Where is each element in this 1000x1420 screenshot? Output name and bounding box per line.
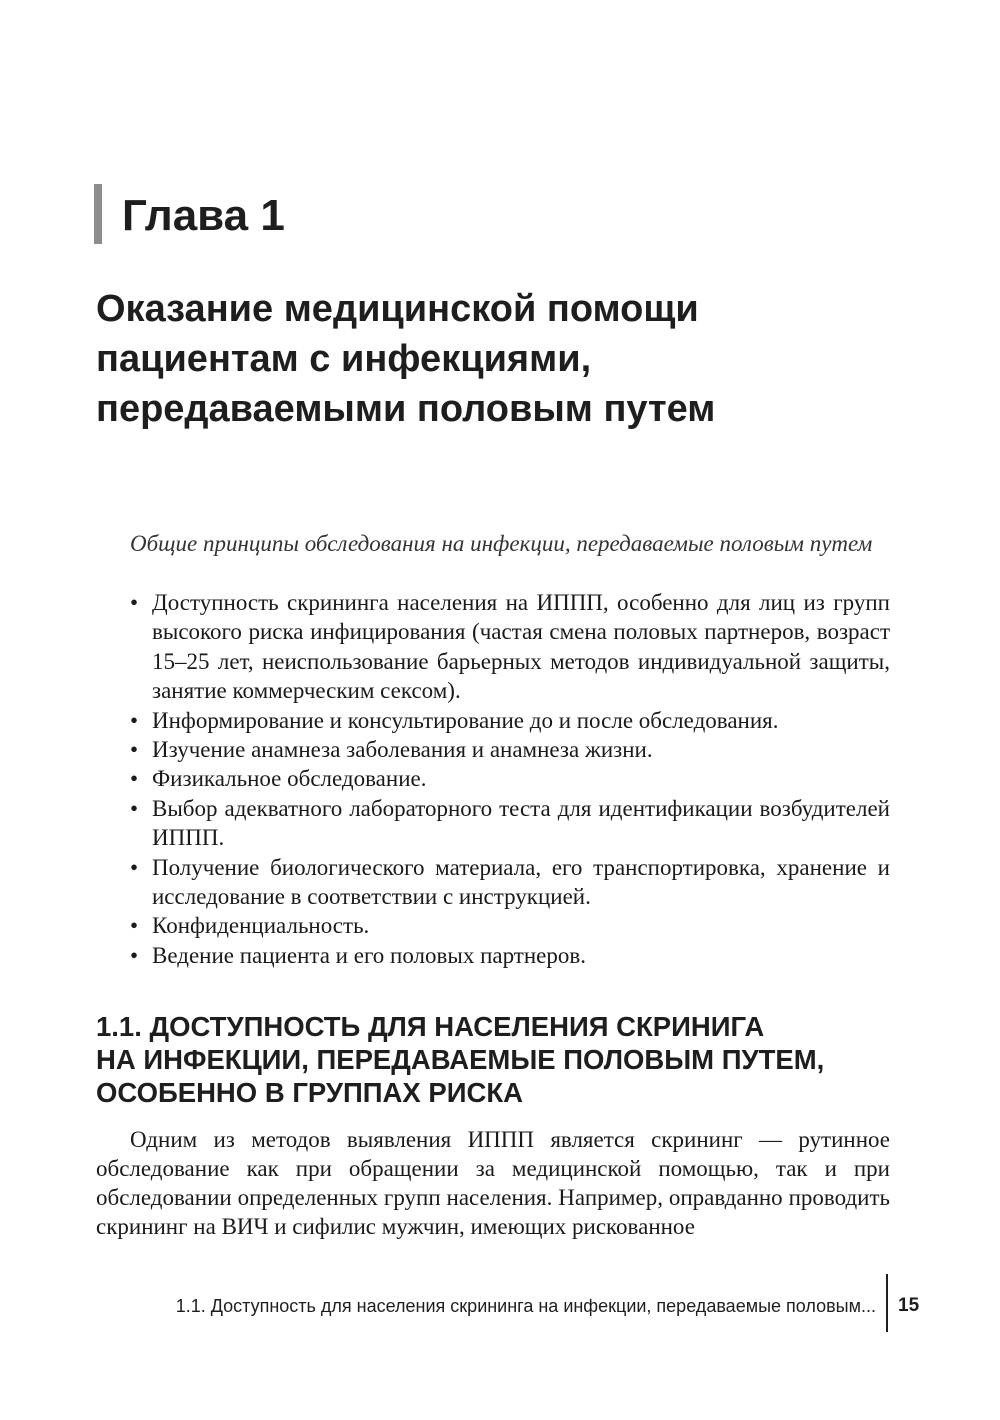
list-item: • Информирование и консультирование до и после обследования. xyxy=(96,706,890,735)
section-heading-line: НА ИНФЕКЦИИ, ПЕРЕДАВАЕМЫЕ ПОЛОВЫМ ПУТЕМ, xyxy=(96,1044,825,1075)
list-item: • Конфиденциальность. xyxy=(96,911,890,940)
chapter-title-line: пациентам с инфекциями, xyxy=(96,338,592,380)
section-heading-line: ОСОБЕННО В ГРУППАХ РИСКА xyxy=(96,1077,523,1108)
chapter-marker-bar xyxy=(94,184,102,244)
section-heading xyxy=(96,1010,916,1109)
chapter-title-line: передаваемыми половым путем xyxy=(96,388,716,430)
page-number: 15 xyxy=(898,1295,920,1316)
list-item: • Доступность скрининга населения на ИППП, особенно для лиц из групп высокого риска инфицирования (частая смена половых партнеров, возраст 15–25 лет, неиспользование барьерных методов индивидуальной защиты, занятие коммерческим сексом). xyxy=(96,588,890,706)
running-footer-title: 1.1. Доступность для населения скрининга на инфекции, передаваемые половым... xyxy=(175,1296,876,1316)
chapter-title-line: Оказание медицинской помощи xyxy=(96,288,699,330)
principles-list xyxy=(96,588,890,970)
list-item: • Получение биологического материала, его транспортировка, хранение и исследование в соответствии с инструкцией. xyxy=(96,853,890,912)
chapter-label: Глава 1 xyxy=(122,191,285,240)
chapter-title xyxy=(96,284,916,434)
list-item: • Ведение пациента и его половых партнеров. xyxy=(96,941,890,970)
intro-paragraph: Общие принципы обследования на инфекции, передаваемые половым путем xyxy=(130,531,873,556)
list-item: • Физикальное обследование. xyxy=(96,764,890,793)
section-heading-line: 1.1. ДОСТУПНОСТЬ ДЛЯ НАСЕЛЕНИЯ СКРИНИГА xyxy=(96,1011,765,1042)
footer-divider xyxy=(886,1274,888,1332)
list-item: • Изучение анамнеза заболевания и анамнеза жизни. xyxy=(96,735,890,764)
section-paragraph: Одним из методов выявления ИППП является скрининг — рутинное обследование как при обращении за медицинской помощью, так и при обследовании определенных групп населения. Например, оправданно проводить скрининг на ВИЧ и сифилис мужчин, имеющих рискованное xyxy=(96,1127,890,1239)
list-item: • Выбор адекватного лабораторного теста для идентификации возбудителей ИППП. xyxy=(96,794,890,853)
